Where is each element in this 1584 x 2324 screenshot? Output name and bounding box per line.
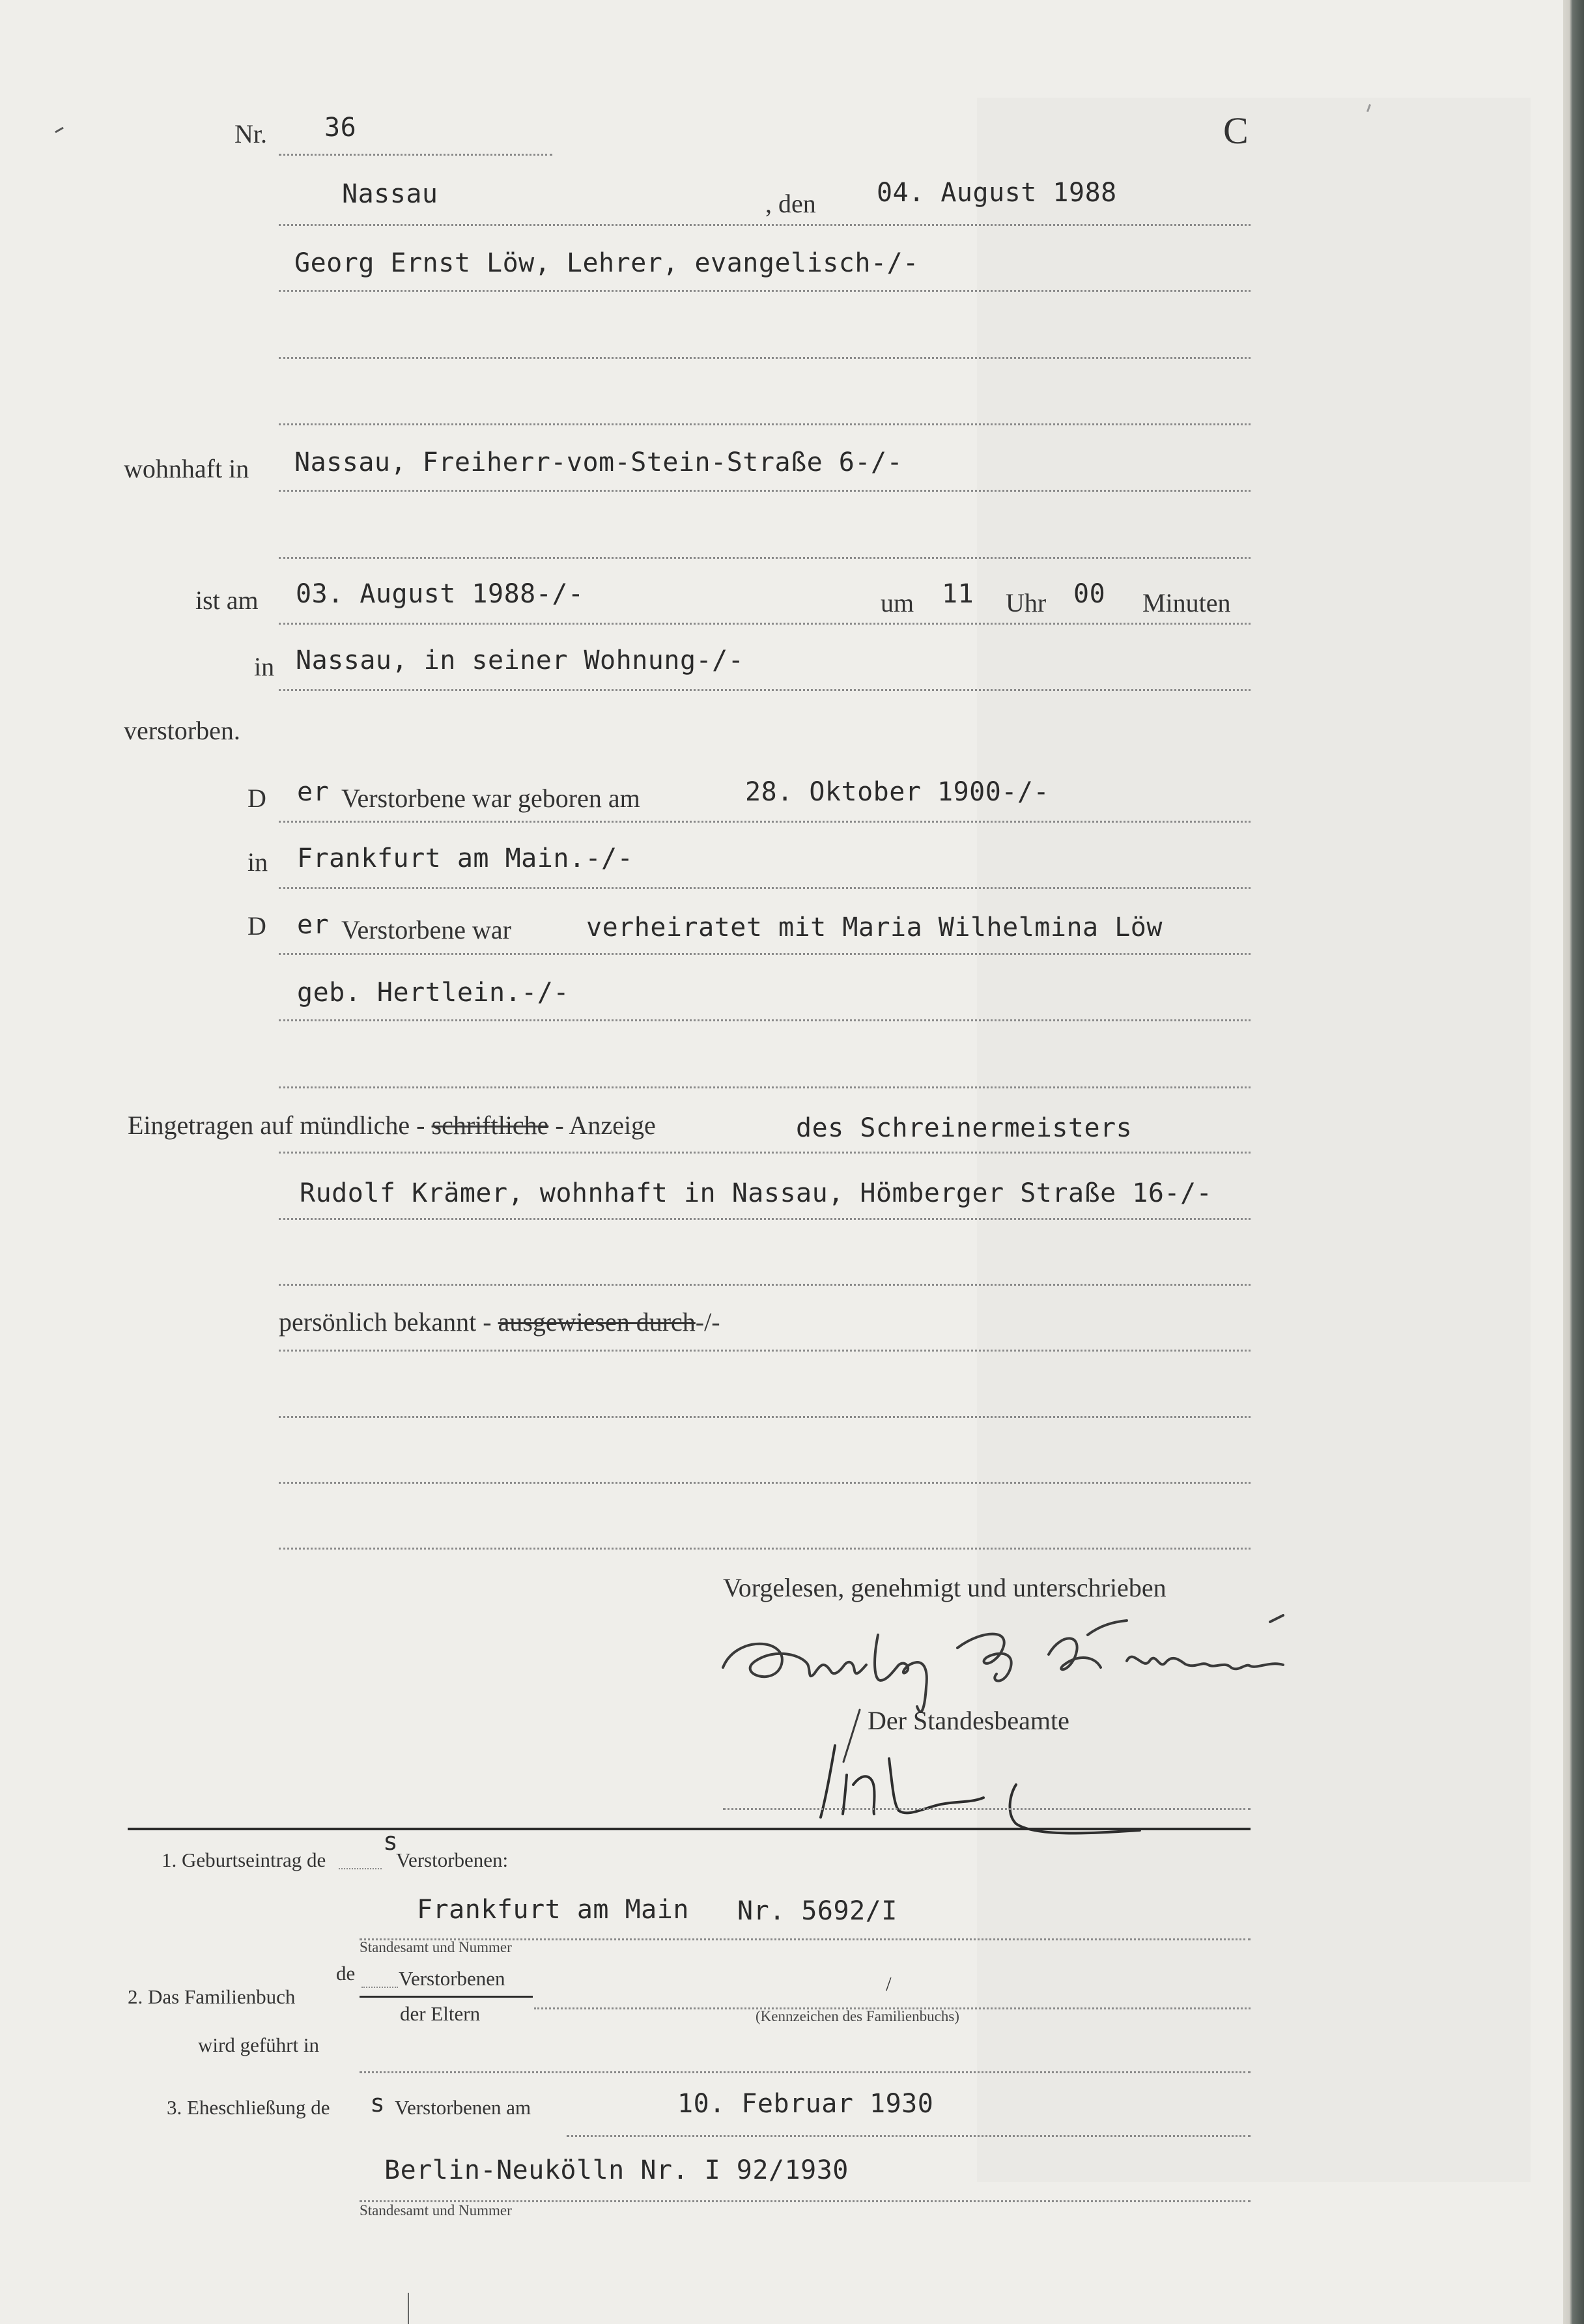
in-label-death: in (254, 652, 275, 681)
wird-gefuehrt-line (360, 2071, 1251, 2073)
nr-value: 36 (324, 113, 357, 143)
place-date-line (279, 224, 1251, 226)
marital-status-value-2: geb. Hertlein.-/- (297, 978, 569, 1008)
wird-gefuehrt-label: wird geführt in (198, 2034, 319, 2056)
informant-line-1 (279, 1152, 1251, 1154)
ist-am-label: ist am (195, 586, 259, 615)
death-date-value: 03. August 1988-/- (296, 579, 584, 609)
birth-place-line (279, 887, 1251, 889)
form-letter: C (1223, 109, 1249, 152)
verstorbene-war-label: Verstorbene war (341, 915, 511, 944)
marital-status-value: verheiratet mit Maria Wilhelmina Löw (586, 913, 1163, 942)
bekannt-line-4 (279, 1548, 1251, 1550)
marriage-registry-value: Berlin-Neukölln Nr. I 92/1930 (384, 2155, 849, 2185)
bekannt-line-3 (279, 1482, 1251, 1484)
verstorbenen-label: Verstorbenen: (396, 1849, 509, 1871)
name-line-2 (279, 357, 1251, 359)
marital-line-3 (279, 1086, 1251, 1088)
de-gap-line (361, 1987, 398, 1988)
entry-dash-1: - (416, 1111, 425, 1140)
wohnhaft-label: wohnhaft in (124, 454, 249, 483)
marital-line-1 (279, 953, 1251, 955)
informant-value-2: Rudolf Krämer, wohnhaft in Nassau, Hömberger Straße 16-/- (300, 1178, 1213, 1208)
in-label-birth: in (248, 847, 268, 877)
eltern-fraction-line (360, 1996, 533, 1998)
eingetragen-text: Eingetragen auf mündliche (128, 1111, 410, 1140)
standesbeamte-label: Der Standesbeamte (868, 1706, 1069, 1735)
birth-registry-value: Frankfurt am Main (417, 1895, 689, 1925)
geburtseintrag-label: 1. Geburtseintrag de (162, 1849, 326, 1871)
registrar-signature (801, 1733, 1166, 1837)
hour-value: 11 (942, 579, 974, 609)
geburtseintrag-gap-line (339, 1868, 382, 1869)
birth-registry-nr: Nr. 5692/I (737, 1896, 898, 1926)
de-handwritten: de (336, 1962, 356, 1985)
bekannt-text: persönlich bekannt - (279, 1307, 492, 1337)
marital-d-letter: D (248, 911, 266, 941)
eheschliessung-s: s (370, 2089, 386, 2118)
ausgewiesen-struck: ausgewiesen durch (498, 1307, 696, 1337)
informant-value: des Schreinermeisters (796, 1113, 1133, 1143)
bekannt-line-1 (279, 1350, 1251, 1352)
marital-line-2 (279, 1019, 1251, 1021)
geboren-label: Verstorbene war geboren am (341, 784, 640, 813)
schriftliche-struck: schriftliche (431, 1111, 549, 1140)
death-place-line (279, 689, 1251, 691)
section-divider (128, 1828, 1251, 1830)
wohnhaft-value: Nassau, Freiherr-vom-Stein-Straße 6-/- (294, 447, 903, 477)
death-place-value: Nassau, in seiner Wohnung-/- (296, 645, 744, 675)
verstorbenen-underlined: Verstorbenen (399, 1967, 505, 1990)
geburtseintrag-s: s (383, 1827, 399, 1856)
verstorbenen-am-label: Verstorbenen am (395, 2096, 531, 2119)
speck-mark-3 (408, 2293, 409, 2324)
nr-line (279, 154, 552, 156)
familienbuch-label: 2. Das Familienbuch (128, 1985, 296, 2008)
time-line (279, 623, 1251, 625)
verstorben-label: verstorben. (124, 716, 240, 745)
informant-line-2 (279, 1218, 1251, 1220)
entry-dash-2: - (555, 1111, 564, 1140)
page-edge (1563, 0, 1584, 2324)
anzeige-label: Anzeige (569, 1111, 656, 1140)
bekannt-line-2 (279, 1416, 1251, 1418)
speck-mark (55, 127, 64, 134)
eingetragen-label (128, 1112, 656, 1139)
der-eltern-label: der Eltern (400, 2002, 481, 2025)
kennzeichen-label: (Kennzeichen des Familienbuchs) (756, 2008, 959, 2024)
name-line-1 (279, 290, 1251, 292)
wohnhaft-line-2 (279, 557, 1251, 559)
marriage-date-line (567, 2135, 1251, 2137)
familienbuch-slash: / (886, 1972, 892, 1995)
date-value: 04. August 1988 (877, 178, 1117, 208)
marital-er-suffix: er (297, 910, 330, 940)
marriage-date-value: 10. Februar 1930 (677, 2089, 934, 2119)
birth-er-suffix: er (297, 777, 330, 807)
informant-line-3 (279, 1284, 1251, 1286)
place-value: Nassau (342, 179, 438, 209)
wohnhaft-line-1 (279, 490, 1251, 492)
nr-label: Nr. (234, 119, 267, 149)
birth-place-value: Frankfurt am Main.-/- (297, 843, 634, 873)
minute-value: 00 (1073, 579, 1106, 609)
deceased-name-value: Georg Ernst Löw, Lehrer, evangelisch-/- (294, 248, 919, 278)
birth-date-value: 28. Oktober 1900-/- (745, 777, 1050, 807)
um-label: um (881, 588, 914, 617)
eheschliessung-label: 3. Eheschließung de (167, 2096, 330, 2119)
standesamt-label-2: Standesamt und Nummer (360, 2202, 512, 2218)
birth-date-line (279, 821, 1251, 823)
standesamt-label-1: Standesamt und Nummer (360, 1939, 512, 1955)
uhr-label: Uhr (1006, 588, 1047, 617)
name-line-3 (279, 423, 1251, 425)
bekannt-label (279, 1309, 720, 1335)
den-label: , den (765, 189, 816, 218)
birth-d-letter: D (248, 784, 266, 813)
bekannt-suffix: -/- (695, 1307, 720, 1337)
vorgelesen-label: Vorgelesen, genehmigt und unterschrieben (723, 1573, 1167, 1602)
signature-line (723, 1808, 1251, 1810)
minuten-label: Minuten (1142, 588, 1231, 617)
